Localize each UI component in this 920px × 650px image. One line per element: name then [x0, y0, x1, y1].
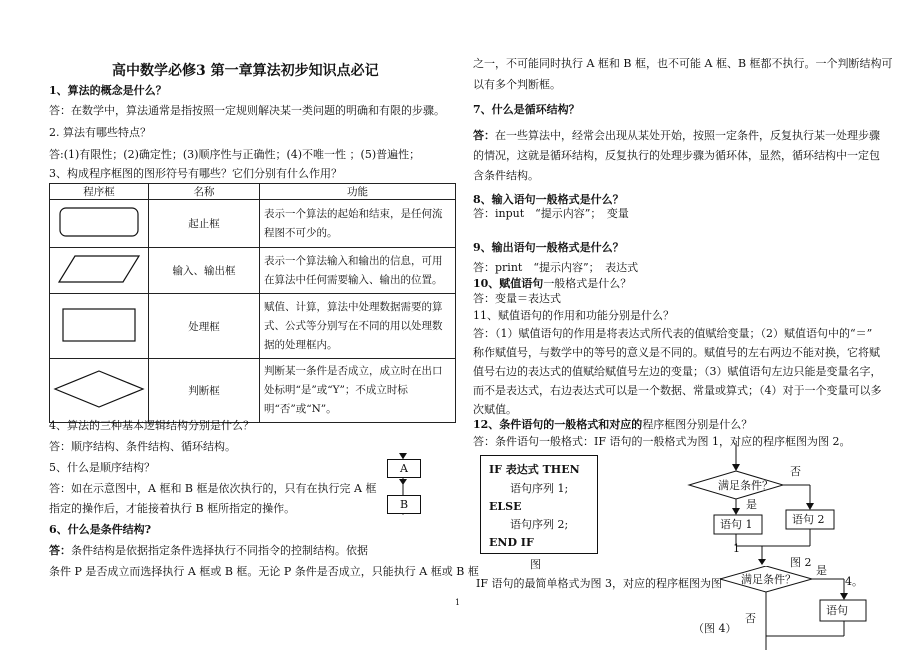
- q6-answer-line2: 条件 P 是否成立而选择执行 A 框或 B 框。无论 P 条件是否成立，只能执行 A 框或 B 框: [49, 565, 479, 578]
- code-line-else: ELSE: [489, 500, 522, 513]
- q12-question-bold: 12、条件语句的一般格式和对应的: [473, 418, 643, 431]
- arrow-down-icon: [806, 503, 814, 510]
- code-line-endif: END IF: [489, 536, 534, 549]
- q6-question: 6、什么是条件结构?: [49, 523, 152, 536]
- arrow-down-icon: [732, 464, 740, 471]
- q2-question: 2. 算法有哪些特点？: [49, 126, 151, 139]
- fig2-condition: 满足条件？: [718, 479, 773, 492]
- symbol-name: 起止框: [149, 200, 260, 248]
- q7-answer-line3: 含条件结构。: [473, 169, 539, 182]
- q11-answer-line5: 次赋值。: [473, 403, 517, 416]
- q8-answer: 答：input “提示内容”； 变量: [473, 207, 629, 220]
- q1-question: 1、算法的概念是什么？: [49, 84, 167, 97]
- symbol-function: 判断某一条件是否成立，成立时在出口处标明“是”或“Y”；不成立时标明“否”或“N”。: [260, 359, 456, 423]
- q3-question: 3、构成程序框图的图形符号有哪些？它们分别有什么作用？: [49, 167, 342, 180]
- q7-question: 7、什么是循环结构？: [473, 103, 580, 116]
- fig1-caption: 图: [530, 558, 541, 571]
- q11-answer-line2: 称作赋值号，与数学中的等号的意义是不同的。赋值号的左右两边不能对换，它将赋: [473, 346, 880, 359]
- fig2-statement1: 语句 1: [720, 518, 753, 531]
- table-row: [50, 359, 456, 423]
- table-header: 功能: [260, 184, 456, 200]
- fig4-no-label: 否: [745, 612, 756, 625]
- q10-question-rest: 一般格式是什么？: [543, 277, 632, 290]
- q1-answer: 答：在数学中，算法通常是指按照一定规则解决某一类问题的明确和有限的步骤。: [49, 104, 445, 117]
- q6-answer-label: 答：: [49, 544, 71, 557]
- fig3-description: IF 语句的最简单格式为图 3，对应的程序框图为图: [476, 577, 722, 590]
- page-title: 高中数学必修3 第一章算法初步知识点必记: [112, 63, 379, 79]
- arrow-down-icon: [732, 508, 740, 515]
- q9-question: 9、输出语句一般格式是什么？: [473, 241, 624, 254]
- symbol-name: 处理框: [149, 294, 260, 359]
- fig4-condition: 满足条件？: [741, 573, 796, 586]
- q10-question-bold: 10、赋值语句: [473, 277, 544, 290]
- shape-cell: [50, 248, 149, 294]
- symbol-name: 判断框: [149, 359, 260, 423]
- r-top-line2: 以有多个判断框。: [473, 78, 561, 91]
- fig2-number-one: 1: [733, 542, 740, 555]
- q12-question: [473, 418, 752, 432]
- q7-answer-label: 答：: [473, 129, 495, 142]
- q5-question: 5、什么是顺序结构？: [49, 461, 155, 474]
- q11-answer-line3: 值号右边的表达式的值赋给赋值号左边的变量；（3）赋值语句左边只能是变量名字，: [473, 365, 882, 378]
- fig4-number: 4。: [845, 575, 863, 588]
- q5-answer-line2: 指定的操作后，才能接着执行 B 框所指定的操作。: [49, 502, 296, 515]
- symbol-function: 表示一个算法的起始和结束，是任何流程图不可少的。: [260, 200, 456, 248]
- fig4-yes-label: 是: [816, 564, 827, 577]
- sequence-box-b: B: [387, 495, 421, 514]
- page-number: 1: [455, 598, 461, 607]
- arrow-down-icon: [840, 593, 848, 600]
- q5-answer-line1: 答：如在示意图中，A 框和 B 框是依次执行的，只有在执行完 A 框: [49, 482, 377, 495]
- diamond-shape-icon: [53, 369, 145, 409]
- fig4-caption: （图 4）: [693, 622, 737, 635]
- q4-answer: 答：顺序结构、条件结构、循环结构。: [49, 440, 236, 453]
- code-line-if: IF 表达式 THEN: [489, 463, 580, 476]
- table-row: [50, 248, 456, 294]
- arrow-down-icon: [399, 479, 407, 485]
- table-row: [50, 294, 456, 359]
- q6-answer-text: 条件结构是依据指定条件选择执行不同指令的控制结构。依据: [71, 544, 368, 557]
- code-line-seq2: 语句序列 2;: [510, 518, 569, 531]
- q8-question: 8、输入语句一般格式是什么？: [473, 193, 624, 206]
- q9-answer: 答：print “提示内容”； 表达式: [473, 261, 639, 274]
- q2-answer: 答:(1)有限性；(2)确定性；(3)顺序性与正确性；(4)不唯一性 ；(5)普遍性；: [49, 148, 421, 161]
- fig2-caption: 图 2: [790, 556, 812, 569]
- table-header: 名称: [149, 184, 260, 200]
- if-else-flowchart: [680, 440, 880, 565]
- q7-answer-line1: [473, 129, 880, 143]
- terminal-shape-icon: [58, 206, 140, 238]
- q6-answer-line1: [49, 544, 368, 558]
- q7-answer-line2: 的情况，这就是循环结构，反复执行的处理步骤为循环体，显然，循环结构中一定包: [473, 149, 880, 162]
- q10-question: [473, 277, 631, 291]
- symbol-function: 赋值、计算，算法中处理数据需要的算式、公式等分别写在不同的用以处理数据的处理框内。: [260, 294, 456, 359]
- table-row: [50, 200, 456, 248]
- code-line-seq1: 语句序列 1;: [510, 482, 569, 495]
- table-header: 程序框: [50, 184, 149, 200]
- q12-question-rest: 程序框图分别是什么？: [642, 418, 753, 431]
- sequence-box-a: A: [387, 459, 421, 478]
- q11-answer-line1: 答：（1）赋值语句的作用是将表达式所代表的值赋给变量；（2）赋值语句中的“＝”: [473, 327, 873, 340]
- shape-cell: [50, 200, 149, 248]
- r-top-line1: 之一，不可能同时执行 A 框和 B 框，也不可能 A 框、B 框都不执行。一个判断结构可: [473, 57, 893, 70]
- q11-answer-line4: 而不是表达式，右边表达式可以是一个数据、常量或算式；（4）对于一个变量可以多: [473, 384, 882, 397]
- symbol-function: 表示一个算法输入和输出的信息，可用在算法中任何需要输入、输出的位置。: [260, 248, 456, 294]
- q12-answer: 答：条件语句一般格式：IF 语句的一般格式为图 1，对应的程序框图为图 2。: [473, 435, 851, 448]
- table-header-row: [50, 184, 456, 200]
- fig2-yes-label: 是: [746, 498, 757, 511]
- fig2-statement2: 语句 2: [792, 513, 825, 526]
- q10-answer: 答：变量＝表达式: [473, 292, 561, 305]
- arrow-down-icon: [758, 559, 766, 565]
- q7-answer-text: 在一些算法中，经常会出现从某处开始，按照一定条件，反复执行某一处理步骤: [495, 129, 880, 142]
- q11-question: 11、赋值语句的作用和功能分别是什么？: [473, 309, 674, 322]
- shape-cell: [50, 294, 149, 359]
- shape-cell: [50, 359, 149, 423]
- fig4-statement: 语句: [826, 604, 848, 617]
- symbol-name: 输入、输出框: [149, 248, 260, 294]
- parallelogram-shape-icon: [57, 254, 141, 284]
- fig2-no-label: 否: [790, 465, 801, 478]
- flowchart-symbol-table: [49, 183, 456, 423]
- q4-question: 4、算法的三种基本逻辑结构分别是什么？: [49, 419, 254, 432]
- rectangle-shape-icon: [61, 307, 137, 343]
